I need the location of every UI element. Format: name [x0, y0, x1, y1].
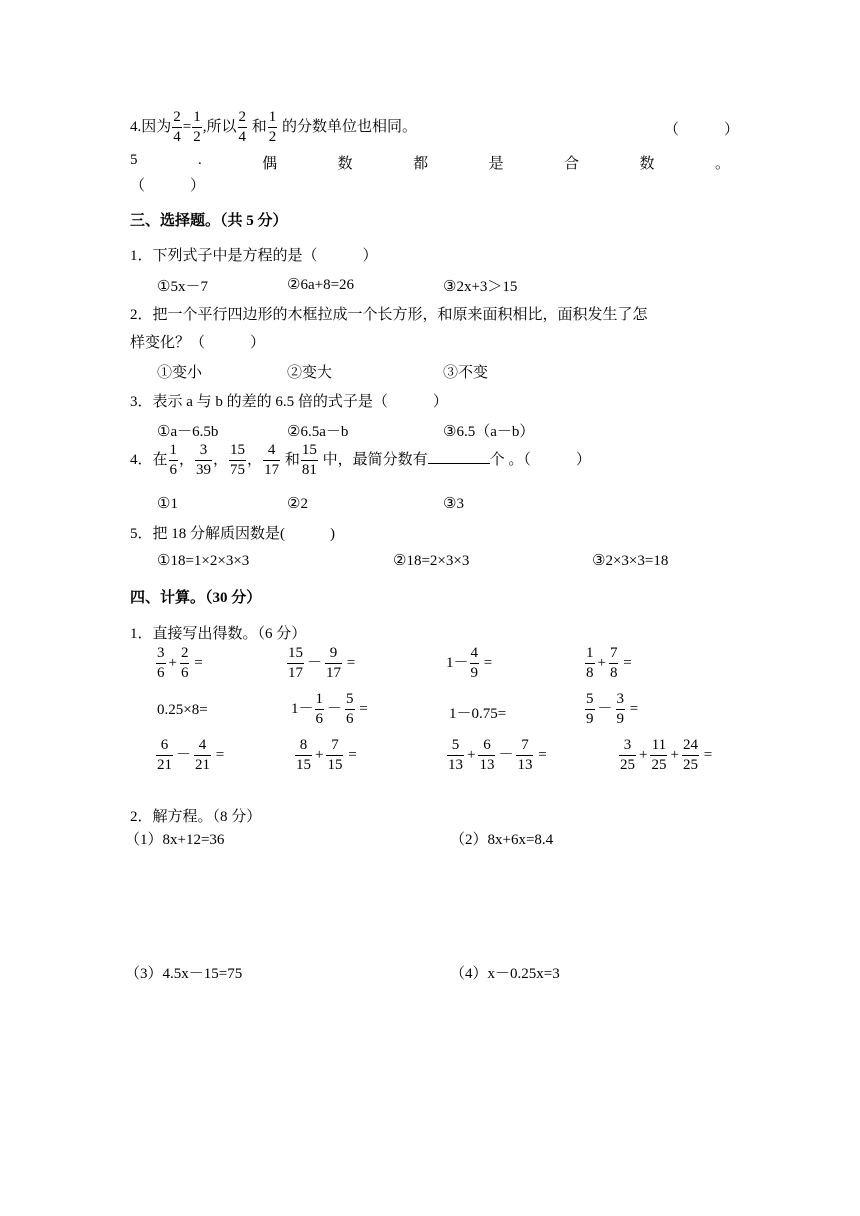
- fraction: $\frac{1}{2}$: [193, 109, 201, 145]
- fraction: $\frac{2}{4}$: [173, 109, 181, 145]
- option: ②2: [287, 496, 308, 512]
- calc-item: $\frac{5}{9}$ － $\frac{3}{9}$ =: [586, 691, 639, 727]
- question-stem: 4．在 $\frac{1}{6}$ ， $\frac{3}{39}$ ， $\frac{15}{75}$ ， $\frac{4}{17}$ 和 $\frac{15}{81}$ 中，最简分数有 个 。（ ）: [130, 442, 591, 478]
- sub-question: 2．解方程。（8 分）: [130, 809, 262, 825]
- option: ②变大: [287, 365, 333, 381]
- question-stem: 3．表示 a 与 b 的差的 6.5 倍的式子是（ ）: [130, 394, 448, 410]
- calc-item: $\frac{1}{8}$ + $\frac{7}{8}$ =: [586, 645, 632, 681]
- fraction: $\frac{1}{2}$: [268, 109, 277, 145]
- option: ①18=1×2×3×3: [157, 553, 250, 569]
- option: ③2×3×3=18: [592, 553, 669, 569]
- fraction: $\frac{2}{4}$: [238, 109, 246, 145]
- calc-item: $\frac{15}{17}$ － $\frac{9}{17}$ =: [288, 645, 356, 681]
- equation: （3）4.5x－15=75: [125, 966, 243, 982]
- section-title: 四、计算。（30 分）: [130, 590, 262, 606]
- question-stem: 2．把一个平行四边形的木框拉成一个长方形，和原来面积相比，面积发生了怎: [130, 307, 648, 323]
- equation: （1）8x+12=36: [125, 832, 225, 848]
- answer-paren: （ ）: [664, 122, 740, 138]
- option: ③6.5（a－b）: [443, 424, 535, 440]
- judge-q4: 4.因为 $\frac{2}{4}$ = $\frac{1}{2}$ ,所以 $\frac{2}{4}$ 和 $\frac{1}{2}$ 的分数单位也相同。: [130, 109, 418, 145]
- option: ①5x－7: [157, 279, 208, 295]
- calc-item: 1－ $\frac{1}{6}$ － $\frac{5}{6}$ =: [291, 691, 368, 727]
- option: ①1: [157, 496, 178, 512]
- judge-q5: 5 . 偶 数 都 是 合 数 。: [130, 152, 730, 172]
- calc-item: 0.25×8=: [157, 702, 208, 718]
- calc-item: $\frac{5}{13}$ + $\frac{6}{13}$ － $\frac{7}{13}$ =: [448, 737, 547, 773]
- option: ②6a+8=26: [287, 277, 355, 293]
- calc-item: $\frac{8}{15}$ + $\frac{7}{15}$ =: [296, 737, 357, 773]
- fraction: $\frac{15}{75}$: [230, 442, 246, 478]
- option: ①变小: [157, 365, 203, 381]
- fraction: $\frac{1}{6}$: [169, 442, 178, 478]
- calc-item: 1－ $\frac{4}{9}$ =: [446, 645, 493, 681]
- answer-paren: （ ）: [130, 178, 206, 194]
- option: ②18=2×3×3: [393, 553, 470, 569]
- fill-blank[interactable]: [428, 449, 490, 464]
- fraction: $\frac{15}{81}$: [301, 442, 317, 478]
- question-stem: 样变化？（ ）: [130, 335, 266, 351]
- equation: （2）8x+6x=8.4: [450, 832, 554, 848]
- question-stem: 5．把 18 分解质因数是( ): [130, 526, 335, 542]
- option: ②6.5a－b: [287, 424, 349, 440]
- fraction: $\frac{4}{17}$: [264, 442, 280, 478]
- equation: （4）x－0.25x=3: [450, 966, 560, 982]
- calc-item: 1－0.75=: [449, 706, 507, 722]
- option: ③2x+3＞15: [443, 279, 518, 295]
- sub-question: 1．直接写出得数。（6 分）: [130, 626, 307, 642]
- option: ③不变: [443, 365, 489, 381]
- option: ③3: [443, 496, 464, 512]
- calc-item: $\frac{3}{25}$ + $\frac{11}{25}$ + $\frac{24}{25}$ =: [620, 737, 713, 773]
- question-stem: 1．下列式子中是方程的是（ ）: [130, 248, 378, 264]
- fraction: $\frac{3}{39}$: [196, 442, 212, 478]
- calc-item: $\frac{3}{6}$ + $\frac{2}{6}$ =: [157, 645, 203, 681]
- section-title: 三、选择题。（共 5 分）: [130, 213, 288, 229]
- calc-item: $\frac{6}{21}$ － $\frac{4}{21}$ =: [157, 737, 225, 773]
- option: ①a－6.5b: [157, 424, 219, 440]
